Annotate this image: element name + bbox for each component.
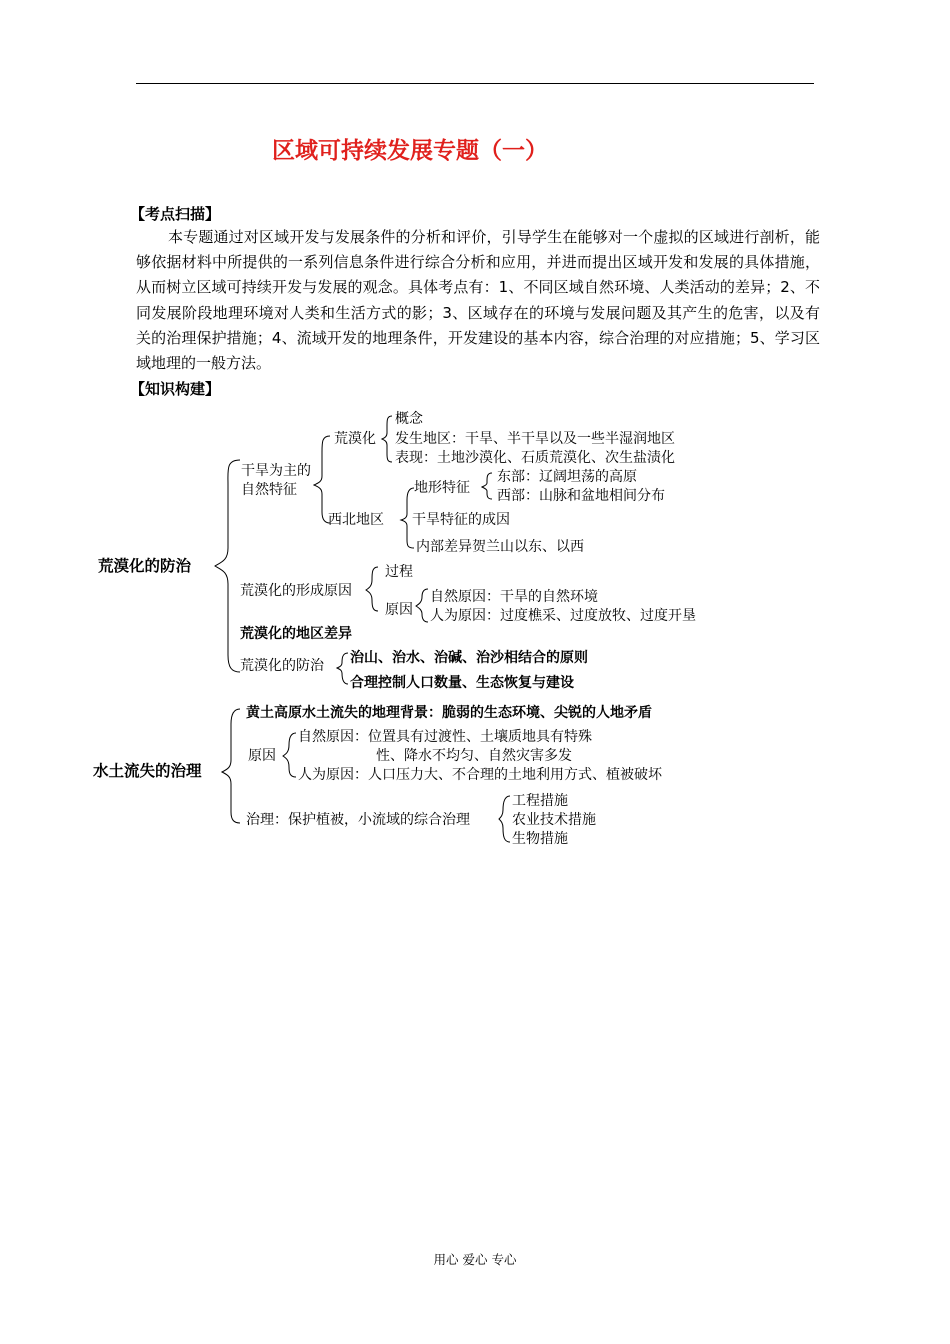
node-principle: 治山、治水、治碱、治沙相结合的原则 <box>350 650 588 666</box>
node-background: 黄土高原水土流失的地理背景：脆弱的生态环境、尖锐的人地矛盾 <box>246 705 652 721</box>
scan-paragraph: 本专题通过对区域开发与发展条件的分析和评价，引导学生在能够对一个虚拟的区域进行剖析，能够依据材料中所提供的一系列信息条件进行综合分析和应用，并进而提出区域开发和发展的具体措施，从而树立区域可持续开发与发展的观念。具体考点有：1、不同区域自然环境、人类活动的差异；2、不同发展阶段地理环境对人类和生活方式的影；3、区域存在的环境与发展问题及其产生的危害，以及有关的治理保护措施；4、流域开发的地理条件，开发建设的基本内容，综合治理的对应措施；5、学习区域地理的一般方法。 <box>136 228 820 373</box>
node-occur-area: 发生地区：干旱、半干旱以及一些半湿润地区 <box>395 431 675 447</box>
build-heading: 【知识构建】 <box>130 380 221 398</box>
node-concept: 概念 <box>395 411 423 427</box>
node-dry-cause: 干旱特征的成因 <box>412 512 510 528</box>
node-dry-feature-1: 干旱为主的 <box>241 463 311 479</box>
node-dry-feature-2: 自然特征 <box>241 482 297 498</box>
node-natural-1: 自然原因：位置具有过渡性、土壤质地具有特殊 <box>298 729 592 745</box>
node-northwest: 西北地区 <box>328 512 384 528</box>
node-human-cause: 人为原因：人口压力大、不合理的土地利用方式、植被破坏 <box>298 767 662 783</box>
node-east: 东部：辽阔坦荡的高原 <box>497 469 637 485</box>
node-reason: 原因 <box>385 602 413 618</box>
node-engineering: 工程措施 <box>512 793 568 809</box>
page-title: 区域可持续发展专题（一） <box>272 138 548 164</box>
node-govern: 治理：保护植被，小流域的综合治理 <box>246 812 470 828</box>
node-regional-diff: 荒漠化的地区差异 <box>240 626 352 642</box>
tree2-root: 水土流失的治理 <box>93 762 202 780</box>
node-human-reason: 人为原因：过度樵采、过度放牧、过度开垦 <box>430 608 696 624</box>
node-natural-reason: 自然原因：干旱的自然环境 <box>430 589 598 605</box>
tree1-root: 荒漠化的防治 <box>98 557 192 575</box>
node-manifestation: 表现：土地沙漠化、石质荒漠化、次生盐渍化 <box>395 450 675 466</box>
node-terrain: 地形特征 <box>414 480 470 496</box>
node-desert: 荒漠化 <box>334 431 376 447</box>
node-agri-tech: 农业技术措施 <box>512 812 596 828</box>
node-process: 过程 <box>385 564 413 580</box>
page-footer: 用心 爱心 专心 <box>433 1252 517 1267</box>
node-natural-2: 性、降水不均匀、自然灾害多发 <box>376 748 572 764</box>
node-prevention: 荒漠化的防治 <box>240 658 324 674</box>
node-inner-diff: 内部差异贺兰山以东、以西 <box>416 539 584 555</box>
node-cause: 原因 <box>248 748 276 764</box>
scan-heading: 【考点扫描】 <box>130 205 221 223</box>
node-formation: 荒漠化的形成原因 <box>240 583 352 599</box>
node-west: 西部：山脉和盆地相间分布 <box>497 488 665 504</box>
node-population-control: 合理控制人口数量、生态恢复与建设 <box>350 675 574 691</box>
node-biological: 生物措施 <box>512 831 568 847</box>
